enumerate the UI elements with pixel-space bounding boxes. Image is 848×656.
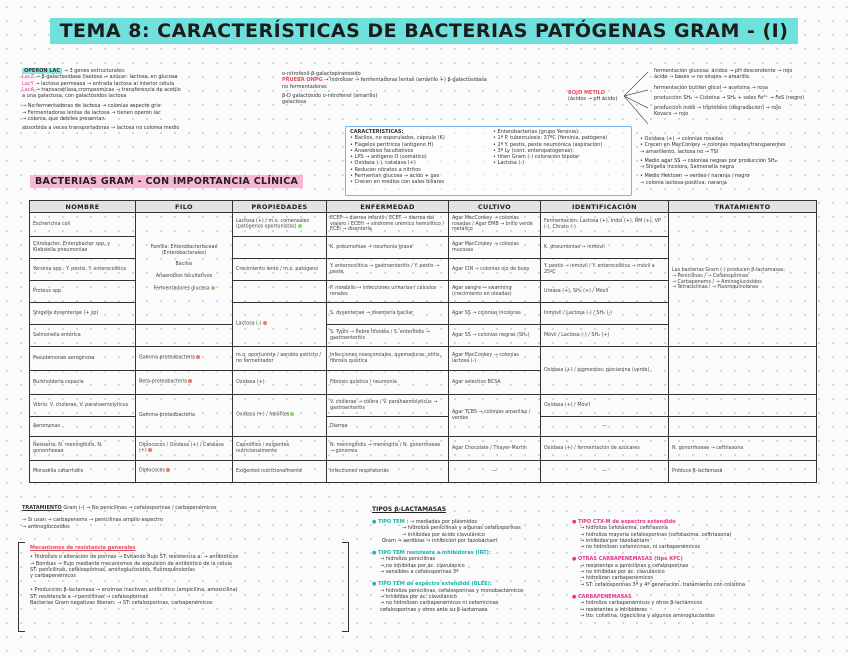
cell-filo: Gamma-proteobacteria bbox=[136, 395, 233, 437]
tipo-line: → resistentes a inhibidores bbox=[580, 606, 648, 613]
rojo-metilo-label-block bbox=[568, 90, 617, 103]
tipo-line: cefalosporinas y otros ante su β-lactamasa bbox=[380, 606, 488, 613]
prop-text: Lactosa (+) / m.o. comensales (patógenos oportunistas) bbox=[236, 218, 310, 230]
cell-propiedades: Exigentes nutricionalmente bbox=[233, 461, 327, 483]
col-header-tratamiento: TRATAMIENTO bbox=[669, 201, 817, 213]
cell-tratamiento bbox=[669, 417, 817, 437]
tipos-heading: TIPOS β-LACTAMASAS bbox=[372, 506, 447, 513]
onpg-block bbox=[282, 71, 487, 105]
gene-text: → lactosa permeasa → entrada lactosa al interior célula bbox=[35, 80, 175, 87]
cell-filo bbox=[136, 437, 233, 461]
trat-line: → aminoglucósidos bbox=[22, 523, 70, 530]
positive-dot-icon bbox=[298, 224, 302, 228]
cell-identificacion: — bbox=[541, 417, 669, 437]
trat-text: Las bacterias Gram (-) producen β-lactamasas: bbox=[672, 268, 785, 274]
caract-line: • Reducen nitratos a nitritos bbox=[350, 166, 421, 173]
col-header-propiedades: PROPIEDADES bbox=[233, 201, 327, 213]
cell-cultivo: Agar SS → colonias incoloras bbox=[449, 303, 541, 325]
tipo-label: TIPO TEM resistente a inhibidores (IRT): bbox=[377, 550, 491, 557]
cell-identificacion: Ureasa (+), SH₂ (+) / Móvil bbox=[541, 281, 669, 303]
cell-identificacion: Y. pestis → inmóvil / Y. enterocolitica → móvil a 25ºC bbox=[541, 259, 669, 281]
cell-enfermedad: Y. enterocolitica → gastroenteritis / Y. pestis → peste bbox=[327, 259, 449, 281]
cell-cultivo: Agar CIN → colonias ojo de buey bbox=[449, 259, 541, 281]
cell-nombre: Pseudomonas aeruginosa bbox=[30, 347, 136, 371]
cell-cultivo: Agar MacConkey → colonias lactosa (-) bbox=[449, 347, 541, 371]
tipo-line: → no hidrolizan carbapenémicos ni cefamicinas bbox=[380, 600, 499, 607]
prop-text: Lactosa (-) bbox=[236, 321, 262, 327]
rojo-line: ácido → bases → no virajes → amarillo bbox=[654, 74, 749, 81]
cell-propiedades bbox=[233, 281, 327, 303]
trat-line: → Sí usan → carbapenems → penicilinas amplio espectro bbox=[22, 517, 164, 524]
table-row bbox=[30, 213, 817, 237]
prop-text: Oxidasa (+) / halófilos bbox=[236, 412, 290, 418]
tipo-line: → hidroliza mayoría cefalosporinas (cefotaxima, ceftriaxona) bbox=[580, 531, 732, 538]
cell-cultivo: — bbox=[449, 461, 541, 483]
tipo-line: → resistentes a penicilinas y cefalosporinas bbox=[580, 562, 689, 569]
bacteria-table bbox=[29, 200, 817, 483]
caract-line: • Anaerobios facultativos bbox=[350, 147, 414, 154]
cell-tratamiento bbox=[669, 213, 817, 347]
trat-text: → Carbapenems / → Aminoglucósidos bbox=[672, 279, 762, 285]
onpg-line: galactosa bbox=[282, 99, 307, 106]
operon-lac-block bbox=[22, 68, 181, 132]
cell-filo bbox=[136, 213, 233, 325]
caracteristicas-left bbox=[350, 129, 445, 186]
gene-text: a una galactosa, con galactósidos lactosa bbox=[22, 93, 127, 100]
resist-line: ST: penicilinas, cefalosporinas, aminoglucósidos, fluoroquinolonas bbox=[30, 566, 195, 573]
operon-note: → colonia, que debiles presentan bbox=[22, 116, 105, 123]
cell-propiedades: Capnófilos / exigentes nutricionalmente bbox=[233, 437, 327, 461]
cell-cultivo: Agar selectivo BCSA bbox=[449, 371, 541, 395]
onpg-label: PRUEBA ONPG bbox=[282, 77, 323, 84]
gene-name: LacA bbox=[22, 86, 35, 93]
cell-propiedades bbox=[233, 303, 327, 347]
cell-nombre: Salmonella entérica bbox=[30, 325, 136, 347]
cell-identificacion: K. pneumoniae → inmóvil bbox=[541, 237, 669, 259]
rojo-line: producción indol → triptófano (degradación) → rojo bbox=[654, 105, 781, 112]
cell-enfermedad: Infecciones nosocomiales, quemaduras, otitis, fibrosis quística bbox=[327, 347, 449, 371]
cell-enfermedad: P. mirabilis → infecciones urinarias / cálculos renales bbox=[327, 281, 449, 303]
tipo-line: → hidroliza penicilinas, cefalosporinas y monobactámicos bbox=[380, 587, 524, 594]
cell-filo bbox=[136, 325, 233, 347]
filo-sub: Fermentadores glucosa bbox=[153, 286, 210, 292]
table-row bbox=[30, 395, 817, 417]
cell-nombre: Shigella dysenteriae (+ sp) bbox=[30, 303, 136, 325]
cell-nombre: Moraxella catarrhalis bbox=[30, 461, 136, 483]
cell-enfermedad: V. cholerae → cólera / V. parahaemolyticus → gastroenteritis bbox=[327, 395, 449, 417]
table-header-row bbox=[30, 201, 817, 213]
filo-text bbox=[139, 286, 229, 292]
tratamiento-block bbox=[22, 505, 217, 530]
cell-enfermedad: N. meningitidis → meningitis / N. gonorrhoeae → gonorrea bbox=[327, 437, 449, 461]
rojo-metilo-sub: (ácidos → pH ácido) bbox=[568, 96, 618, 103]
resist-line: ST: resistencia a → penicilinas → cefalosporinas bbox=[30, 593, 149, 600]
cell-nombre: Yersinia spp.: Y. pestis, Y. enterocolitica bbox=[30, 259, 136, 281]
gene-name: LacY bbox=[22, 80, 34, 87]
cell-identificacion: Móvil / Lactosa (-) / SH₂ (+) bbox=[541, 325, 669, 347]
tipo-line: → ST: cefalosporinas 3ª y 4ª generación, tratamiento con colistina bbox=[580, 581, 746, 588]
cell-cultivo: Agar MacConkey → colonias mucosas bbox=[449, 237, 541, 259]
tipo-line: → inhibidas por ácido clavulánico bbox=[402, 531, 485, 538]
right-note: → amarillento, lactosa no → TSI bbox=[640, 148, 719, 155]
resist-line: y carbapenémicos bbox=[30, 573, 76, 580]
onpg-line: → hidrolizar → fermentadoras lentas (amarillo +) β-galactosidasa bbox=[324, 77, 487, 84]
negative-dot-icon bbox=[196, 355, 200, 359]
tipo-line: → tto: colistina, tigeciclina y algunos aminoglucósidos bbox=[580, 612, 715, 619]
cell-nombre: Neisseria: N. meningitidis, N. gonorrhoeae bbox=[30, 437, 136, 461]
filo-text: Familia: Enterobacteriaceae (Enterobacterales) bbox=[150, 245, 218, 256]
tipo-label: TIPO TEM de espectro extendido (BLEE): bbox=[377, 581, 492, 588]
cell-nombre: Burkholderia cepacia bbox=[30, 371, 136, 395]
tipos-left: ● TIPO TEM : → mediadas por plásmidos → hidroliza penicilinas y algunas cefalosporinas → inhibidas por ácido clavulánico Gram → aerobias → inhibición por tazobactam ● TIPO TEM resistente a inhibidores (IRT): → hidroliza penicilinas → no inhibidas por ác. clavulánico → sensibles a cefalosporinas 3ª ● TIPO TEM de espectro extendido (BLEE): → hidroliza penicilinas, cefalosporinas y monobactámicos → inhibidas por ác. clavulánico → no hidrolizan carbapenémicos ni cefamicinas cefalosporinas y otros ante su β-lactamasa bbox=[372, 519, 524, 613]
col-header-filo: FILO bbox=[136, 201, 233, 213]
resist-line: Bacterias Gram negativas liberan: → ST: cefalosporinas, carbapenémicos bbox=[30, 600, 213, 607]
cell-propiedades: Oxidasa (+) bbox=[233, 371, 327, 395]
gene-name: LacZ bbox=[22, 74, 35, 81]
right-note: • Oxidasa (+) → colonias rosadas bbox=[640, 136, 724, 142]
caracteristicas-right bbox=[493, 129, 607, 167]
cell-nombre: Proteus spp. bbox=[30, 281, 136, 303]
resist-line: → Bombas → flujo mediante mecanismos de expulsión de antibiótico de la célula bbox=[30, 560, 232, 567]
resistencia-heading: Mecanismos de resistencia generales bbox=[30, 545, 136, 551]
rojo-metilo-label: ROJO METILO bbox=[568, 90, 605, 96]
cell-propiedades bbox=[233, 395, 327, 437]
tipo-line: Gram → aerobias → inhibición por tazobactam bbox=[382, 537, 498, 544]
cell-tratamiento bbox=[669, 347, 817, 395]
left-bracket bbox=[18, 542, 25, 632]
cell-identificacion: Oxidasa (+) / pigmentos: piocianina (verde) bbox=[541, 347, 669, 395]
cell-nombre: Vibrio: V. cholerae, V. parahaemolyticus bbox=[30, 395, 136, 417]
cell-propiedades bbox=[233, 213, 327, 237]
cell-cultivo: Agar TCBS → colonias amarillas / verdes bbox=[449, 395, 541, 437]
cell-filo bbox=[136, 347, 233, 371]
cell-cultivo: Agar SS → colonias negras (SH₂) bbox=[449, 325, 541, 347]
cell-tratamiento: N. gonorrhoeae → ceftriaxona bbox=[669, 437, 817, 461]
tipo-line: → no hidrolizan cefamicinas, ni carbapenémicos bbox=[580, 544, 701, 551]
cell-filo bbox=[136, 371, 233, 395]
cell-enfermedad: Fibrosis quística / neumonía bbox=[327, 371, 449, 395]
tipo-line: → no inhibidas por ác. clavulánico bbox=[380, 562, 465, 569]
negative-dot-icon bbox=[188, 379, 192, 383]
positive-dot-icon bbox=[211, 286, 215, 290]
resistencia-block bbox=[30, 545, 238, 606]
filo-text: Gamma-proteobacteria bbox=[139, 355, 195, 361]
cell-enfermedad: Diarrea bbox=[327, 417, 449, 437]
rojo-metilo-arrows bbox=[622, 68, 652, 128]
right-note: • Medio Hektoen → verdes / naranja / negro bbox=[640, 173, 750, 180]
tipo-label: OTRAS CARBAPENEMASAS (tipo KPC) bbox=[577, 556, 683, 563]
tipo-line: → hidroliza cefotaxima, ceftriaxona bbox=[580, 525, 668, 532]
right-note: → colonia lactosa-positiva: naranja bbox=[640, 179, 727, 186]
caract-line: CARACTERÍSTICAS: bbox=[350, 129, 404, 135]
operon-heading: OPERÓN LAC bbox=[24, 68, 61, 74]
filo-text: Beta-proteobacteria bbox=[139, 379, 188, 385]
gene-text: → β-galactosidasa (lactosa → azúcar: lactosa, en glucosa bbox=[35, 74, 178, 81]
tipo-label: CARBAPENEMASAS bbox=[577, 593, 632, 600]
table-row bbox=[30, 437, 817, 461]
caract-line: • Flagelos peritricos (antígeno H) bbox=[350, 141, 434, 148]
onpg-line: o-nitrofenil-β-galactopiranósido bbox=[282, 71, 361, 77]
cell-nombre: Aeromonas bbox=[30, 417, 136, 437]
cell-identificacion: Oxidasa (+) / fermentación de azúcares bbox=[541, 437, 669, 461]
page-title: TEMA 8: CARACTERÍSTICAS DE BACTERIAS PATÓGENAS GRAM - (I) bbox=[50, 18, 799, 44]
cell-identificacion: Oxidasa (+) / Móvil bbox=[541, 395, 669, 417]
right-notes bbox=[640, 136, 786, 186]
cell-propiedades bbox=[233, 237, 327, 259]
tratamiento-heading: TRATAMIENTO bbox=[22, 505, 62, 511]
tipo-line: → hidroliza penicilinas bbox=[380, 556, 436, 563]
caract-line: • Bacilos, no esporulados, cápsula (K) bbox=[350, 135, 445, 142]
tipo-line: → hidroliza penicilinas y algunas cefalosporinas bbox=[402, 525, 521, 532]
cell-nombre: Citrobacter, Enterobacter spp. y Klebsiella pneumoniae bbox=[30, 237, 136, 259]
cell-cultivo: Agar sangre → swarming (crecimiento en oleadas) bbox=[449, 281, 541, 303]
cell-identificacion: — bbox=[541, 461, 669, 483]
caract-line: • 3ª Ly (cont. enteropatógenas): bbox=[493, 147, 574, 154]
operon-intro: → 3 genes estructurales: bbox=[63, 68, 126, 74]
cell-identificacion: Fermentación: Lactosa (+), Indol (+), RM (+), VP (-), Citrato (-) bbox=[541, 213, 669, 237]
negative-dot-icon bbox=[166, 468, 170, 472]
right-bracket bbox=[342, 542, 349, 632]
col-header-nombre: NOMBRE bbox=[30, 201, 136, 213]
filo-text: Anaerobios facultativos bbox=[155, 274, 213, 280]
tipo-line: → sensibles a cefalosporinas 3ª bbox=[380, 569, 459, 576]
filo-text: Diplococos bbox=[139, 468, 165, 474]
negative-dot-icon bbox=[263, 321, 267, 325]
caract-line: • tiñen Gram (-) coloración bipolar bbox=[493, 154, 580, 161]
col-header-identificacion: IDENTIFICACIÓN bbox=[541, 201, 669, 213]
caract-line: • Enterobacterias (grupo Yersinia): bbox=[493, 129, 580, 135]
caract-line: • 1ª P. tuberculosis: 37ºC (Yersinia, patógena) bbox=[493, 135, 608, 142]
gene-text: → transacetilasa cromosómicas → transferencia de acetilo bbox=[35, 86, 181, 93]
tipo-line: → hidrolizan carbapenémicos bbox=[580, 575, 654, 582]
caract-line: • Crecen en medios con sales biliares bbox=[350, 179, 445, 186]
cell-nombre: Escherichia coli bbox=[30, 213, 136, 237]
caract-line: • Lactosa (-) bbox=[493, 160, 525, 167]
resist-line: • Producción β-lactamasa → enzimas inactivan antibiótico (ampicilina, amoxicilina) bbox=[30, 587, 238, 594]
resist-line: • Hidrólisis o alteración de porinas → Evitando flujo ST: resistencia a: → antibióticos bbox=[30, 554, 239, 561]
section-label: BACTERIAS GRAM - CON IMPORTANCIA CLÍNICA bbox=[30, 175, 303, 188]
tipo-label: TIPO TEM : bbox=[377, 519, 409, 525]
tipo-line: → mediadas por plásmidos bbox=[410, 519, 478, 525]
positive-dot-icon bbox=[290, 412, 294, 416]
cell-enfermedad: Infecciones respiratorias bbox=[327, 461, 449, 483]
col-header-cultivo: CULTIVO bbox=[449, 201, 541, 213]
tipo-line: → hidroliza carbapenémicos y otros β-lactámicos bbox=[580, 600, 703, 607]
cell-identificacion: Inmóvil / Lactosa (-) / SH₂ (-) bbox=[541, 303, 669, 325]
cell-cultivo: Agar Chocolate / Thayer-Martin bbox=[449, 437, 541, 461]
caract-line: • Fermentan glucosa → ácido + gas bbox=[350, 173, 440, 180]
tipos-right: ● TIPO CTX-M de espectro extendido → hidroliza cefotaxima, ceftriaxona → hidroliza mayoría cefalosporinas (cefotaxima, ceftriaxona) → inhibidas por tazobactam → no hidrolizan cefamicinas, ni carbapenémicos ● OTRAS CARBAPENEMASAS (tipo KPC) → resistentes a penicilinas y cefalosporinas → no inhibidas por ác. clavulánico → hidrolizan carbapenémicos → ST: cefalosporinas 3ª y 4ª generación, tratamiento con colistina ● CARBAPENEMASAS → hidroliza carbapenémicos y otros β-lactámicos → resistentes a inhibidores → tto: colistina, tigeciclina y algunos aminoglucósidos bbox=[572, 519, 746, 619]
tipo-label: TIPO CTX-M de espectro extendido bbox=[577, 519, 676, 525]
cell-tratamiento: Produce β-lactamasa bbox=[669, 461, 817, 483]
cell-propiedades: Crecimiento lento / m.o. patógeno bbox=[233, 259, 327, 281]
operon-note: → No fermentadoras de lactosa → colonias aspecto gris bbox=[22, 103, 161, 110]
table-row bbox=[30, 347, 817, 371]
cell-tratamiento bbox=[669, 395, 817, 417]
rojo-line: Kovacs → rojo bbox=[654, 111, 689, 118]
operon-note: absorbida a veces transportadoras → lactosa no colorea medio bbox=[22, 125, 180, 132]
filo-text: Bacilos bbox=[175, 262, 193, 268]
title-container bbox=[0, 18, 848, 44]
right-note: → Shigella incolora, Salmonella negra bbox=[640, 164, 735, 171]
onpg-line: β-D galactósido o-nitrofenol (amarillo) bbox=[282, 92, 378, 99]
cell-cultivo: Agar MacConkey → colonias rosadas / Agar EMB → brillo verde metálico bbox=[449, 213, 541, 237]
rojo-metilo-block bbox=[654, 68, 804, 118]
cell-propiedades: m.o. oportunista / aerobio estricto / no fermentador bbox=[233, 347, 327, 371]
tipo-line: → inhibidas por ác. clavulánico bbox=[380, 593, 457, 600]
right-note: • Crecen en MacConkey → colonias rosadas/transparentes bbox=[640, 142, 786, 149]
trat-text: → Penicilinas / → Cefalosporinas bbox=[672, 273, 749, 279]
filo-text: Diplococos / Oxidasa (+) / Catalasa (+) bbox=[139, 442, 224, 454]
operon-note: → Fermentadoras lentas de lactosa → tienen operón lac bbox=[22, 109, 161, 116]
negative-dot-icon bbox=[148, 448, 152, 452]
tipo-line: → inhibidas por tazobactam bbox=[580, 537, 650, 544]
cell-enfermedad: S. dysenteriae → disentería bacilar bbox=[327, 303, 449, 325]
cell-enfermedad: K. pneumoniae → neumonía grave bbox=[327, 237, 449, 259]
rojo-line: fermentación glucosa: ácidos → pH descendente → rojo bbox=[654, 68, 793, 74]
cell-enfermedad: S. Typhi → fiebre tifoidea / S. enteritidis → gastroenteritis bbox=[327, 325, 449, 347]
cell-enfermedad: ECEP → diarrea infantil / ECET → diarrea del viajero / ECEH → síndrome urémico hemolítico / ECEI → disentería bbox=[327, 213, 449, 237]
cell-filo bbox=[136, 461, 233, 483]
onpg-line: no fermentadoras bbox=[282, 83, 327, 90]
col-header-enfermedad: ENFERMEDAD bbox=[327, 201, 449, 213]
rojo-line: producción SH₂ → Cisteína → SH₂ + sales Fe²⁺ → FeS (negro) bbox=[654, 94, 805, 101]
caract-line: • 2ª Y. pestis, peste neumónica (aspiración) bbox=[493, 141, 603, 148]
tipo-line: → no inhibidas por ác. clavulánico bbox=[580, 569, 665, 576]
trat-text: → Tetraciclinas / → Fluoroquinolonas bbox=[672, 285, 759, 291]
caract-line: • Oxidasa (-), catalasa (+) bbox=[350, 160, 416, 167]
right-note: • Medio agar SS → colonias negras por producción SH₂ bbox=[640, 157, 777, 164]
rojo-line: fermentación butilén glicol → acetoína → rosa bbox=[654, 84, 768, 91]
caract-line: • LPS → antígeno O (somático) bbox=[350, 154, 427, 161]
table-row bbox=[30, 461, 817, 483]
trat-line: Gram (-) → No penicilinas → cefalosporinas / carbapenémicos bbox=[63, 505, 217, 511]
